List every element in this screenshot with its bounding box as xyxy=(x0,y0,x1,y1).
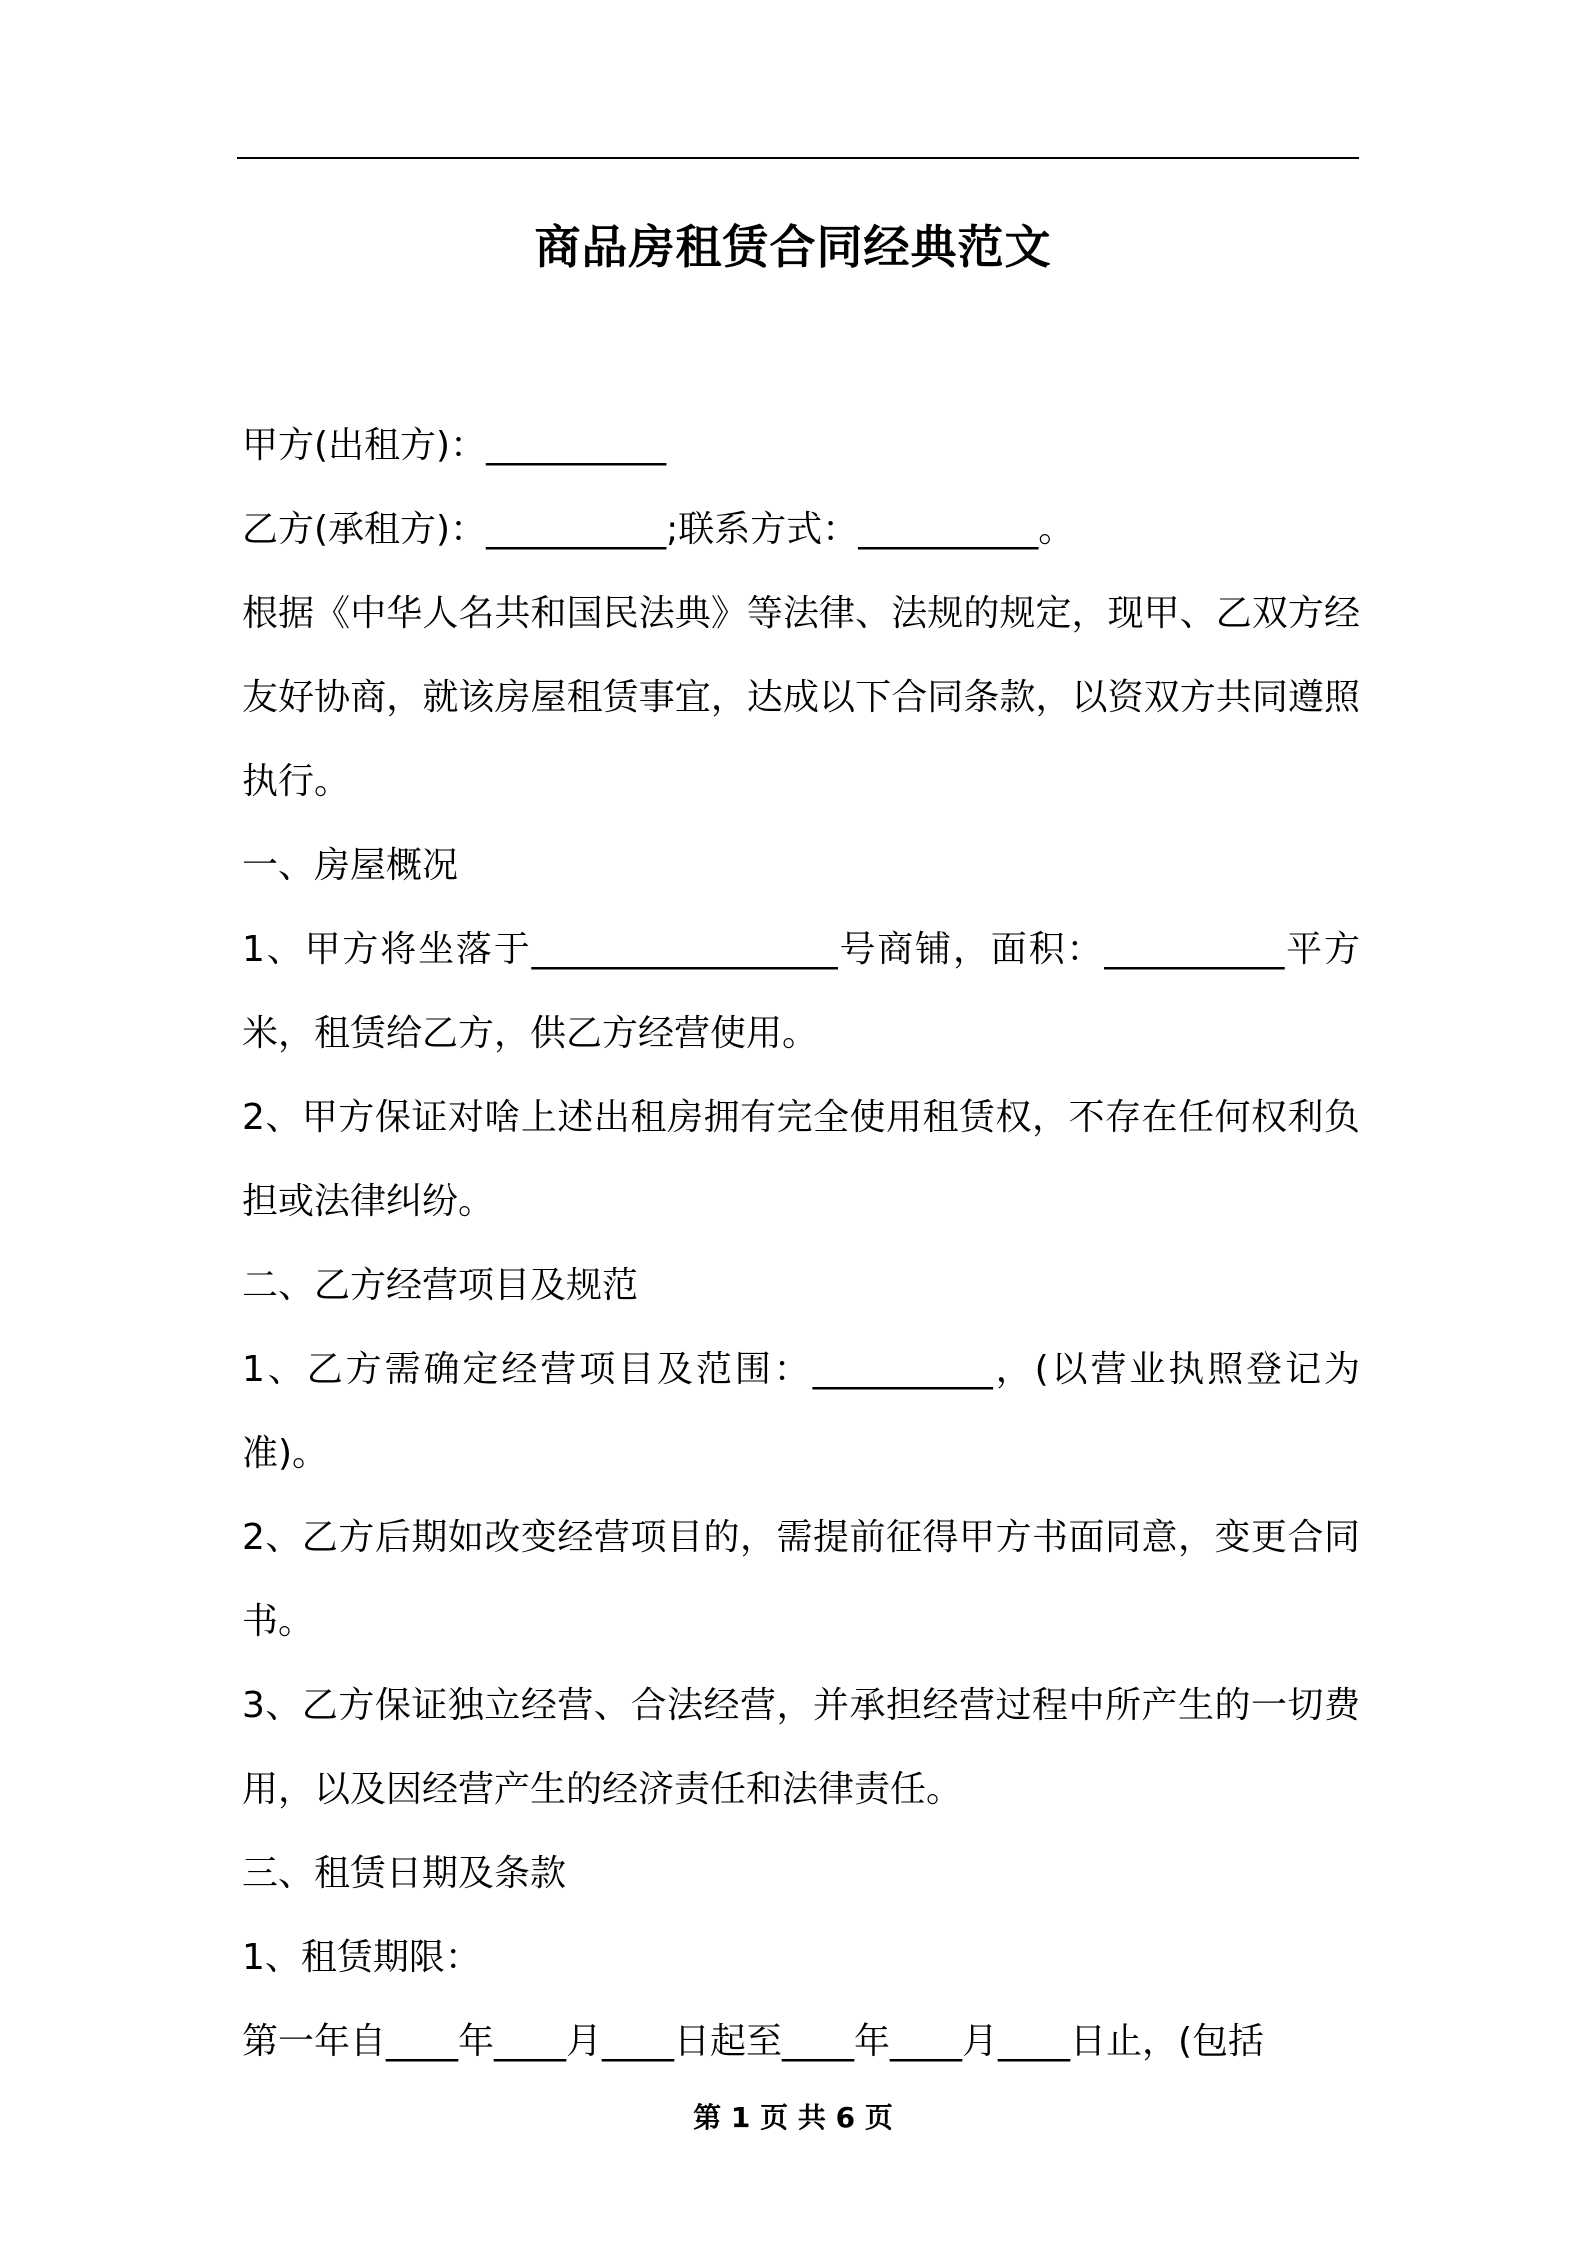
document-title: 商品房租赁合同经典范文 xyxy=(534,220,1052,274)
party-a-line: 甲方(出租方)：__________ xyxy=(242,425,667,466)
section-heading-3: 三、租赁日期及条款 xyxy=(242,1853,567,1894)
section-heading-1: 一、房屋概况 xyxy=(242,845,459,886)
section-heading-2: 二、乙方经营项目及规范 xyxy=(242,1265,639,1306)
page-number-footer: 第 1 页 共 6 页 xyxy=(693,2101,893,2134)
clause-1-2: 2、甲方保证对啥上述出租房拥有完全使用租赁权，不存在任何权利负担或法律纠纷。 xyxy=(242,1097,1360,1222)
clause-1-1: 1、甲方将坐落于_________________号商铺，面积：__________平方米，租赁给乙方，供乙方经营使用。 xyxy=(242,929,1360,1054)
clause-2-3: 3、乙方保证独立经营、合法经营，并承担经营过程中所产生的一切费用，以及因经营产生的经济责任和法律责任。 xyxy=(242,1685,1360,1810)
document-body xyxy=(242,404,1360,2084)
header-rule xyxy=(237,157,1359,159)
clause-3-1: 1、租赁期限： xyxy=(242,1937,481,1978)
clause-2-2: 2、乙方后期如改变经营项目的，需提前征得甲方书面同意，变更合同书。 xyxy=(242,1517,1360,1642)
clause-2-1: 1、乙方需确定经营项目及范围：__________，(以营业执照登记为准)。 xyxy=(242,1349,1360,1474)
lease-term-line: 第一年自____年____月____日起至____年____月____日止，(包括 xyxy=(242,2021,1265,2062)
party-b-line: 乙方(承租方)：__________;联系方式：__________。 xyxy=(242,509,1075,550)
preamble-paragraph: 根据《中华人名共和国民法典》等法律、法规的规定，现甲、乙双方经友好协商，就该房屋租赁事宜，达成以下合同条款，以资双方共同遵照执行。 xyxy=(242,593,1360,802)
